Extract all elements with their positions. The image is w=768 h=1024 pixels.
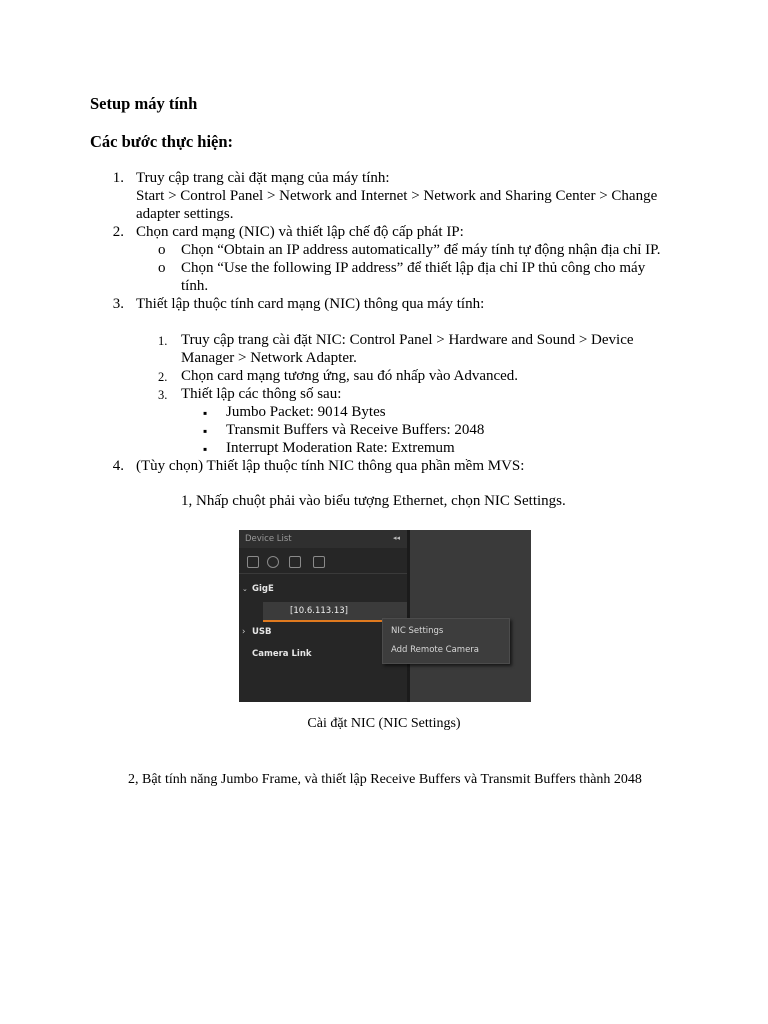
- step-1-path: Start > Control Panel > Network and Internet > Network and Sharing Center > Change: [136, 188, 658, 204]
- bullet-icon: ▪: [203, 442, 208, 456]
- step-3-text: Thiết lập thuộc tính card mạng (NIC) thông qua máy tính:: [136, 296, 485, 312]
- step-3-sub-2: Chọn card mạng tương ứng, sau đó nhấp vào Advanced.: [181, 368, 519, 384]
- device-ip: [10.6.113.13]: [290, 606, 349, 616]
- step-2-option-manual: Chọn “Use the following IP address” để thiết lập địa chỉ IP thủ công cho máy: [181, 260, 646, 276]
- step-4-sub-2: 2, Bật tính năng Jumbo Frame, và thiết lập Receive Buffers và Transmit Buffers thành 2048: [128, 772, 642, 787]
- bullet-icon: ▪: [203, 424, 208, 438]
- panel-divider: [407, 530, 410, 702]
- step-1-path-cont: adapter settings.: [136, 206, 234, 222]
- preview-area: [410, 530, 531, 702]
- collapse-icon[interactable]: ◂◂: [393, 534, 401, 542]
- context-menu: [382, 618, 510, 664]
- param-interrupt-moderation: Interrupt Moderation Rate: Extremum: [226, 440, 455, 456]
- device-list-title: Device List: [245, 534, 292, 544]
- sub-marker: o: [158, 260, 166, 276]
- sub-marker: o: [158, 242, 166, 258]
- play-icon[interactable]: [267, 556, 279, 568]
- bullet-icon: ▪: [203, 406, 208, 420]
- disconnect-icon[interactable]: [247, 556, 259, 568]
- step-number: 1.: [112, 170, 124, 186]
- step-2-option-manual-cont: tính.: [181, 278, 209, 294]
- page-title: Setup máy tính: [90, 94, 198, 113]
- sub-step-number: 3.: [158, 388, 168, 402]
- step-4-text: (Tùy chọn) Thiết lập thuộc tính NIC thông qua phần mềm MVS:: [136, 458, 525, 474]
- param-buffers: Transmit Buffers và Receive Buffers: 2048: [226, 422, 485, 438]
- menu-item-add-remote-camera[interactable]: Add Remote Camera: [391, 645, 480, 655]
- param-jumbo-packet: Jumbo Packet: 9014 Bytes: [226, 404, 386, 420]
- step-number: 4.: [112, 458, 124, 474]
- section-heading: Các bước thực hiện:: [90, 132, 234, 151]
- sub-step-number: 1.: [158, 334, 168, 348]
- step-number: 2.: [112, 224, 124, 240]
- step-2-text: Chọn card mạng (NIC) và thiết lập chế độ cấp phát IP:: [136, 224, 464, 240]
- step-number: 3.: [112, 296, 124, 312]
- chevron-down-icon[interactable]: ⌄: [242, 585, 248, 593]
- step-3-sub-1-cont: Manager > Network Adapter.: [181, 350, 357, 366]
- paste-icon[interactable]: [313, 556, 325, 568]
- step-2-option-auto: Chọn “Obtain an IP address automatically” để máy tính tự động nhận địa chỉ IP.: [181, 242, 661, 258]
- copy-icon[interactable]: [289, 556, 301, 568]
- menu-item-nic-settings[interactable]: NIC Settings: [391, 626, 444, 636]
- group-gige[interactable]: GigE: [252, 584, 274, 594]
- step-1-text: Truy cập trang cài đặt mạng của máy tính:: [136, 170, 390, 186]
- step-4-sub-1: 1, Nhấp chuột phải vào biểu tượng Ethernet, chọn NIC Settings.: [181, 493, 566, 509]
- group-camera-link[interactable]: Camera Link: [252, 649, 312, 659]
- toolbar-separator: [239, 573, 407, 574]
- chevron-right-icon[interactable]: ›: [242, 627, 246, 637]
- step-3-sub-3: Thiết lập các thông số sau:: [181, 386, 342, 402]
- nic-settings-screenshot: [239, 530, 531, 702]
- group-usb[interactable]: USB: [252, 627, 272, 637]
- sub-step-number: 2.: [158, 370, 168, 384]
- figure-caption: Cài đặt NIC (NIC Settings): [307, 716, 461, 731]
- step-3-sub-1: Truy cập trang cài đặt NIC: Control Panel > Hardware and Sound > Device: [181, 332, 634, 348]
